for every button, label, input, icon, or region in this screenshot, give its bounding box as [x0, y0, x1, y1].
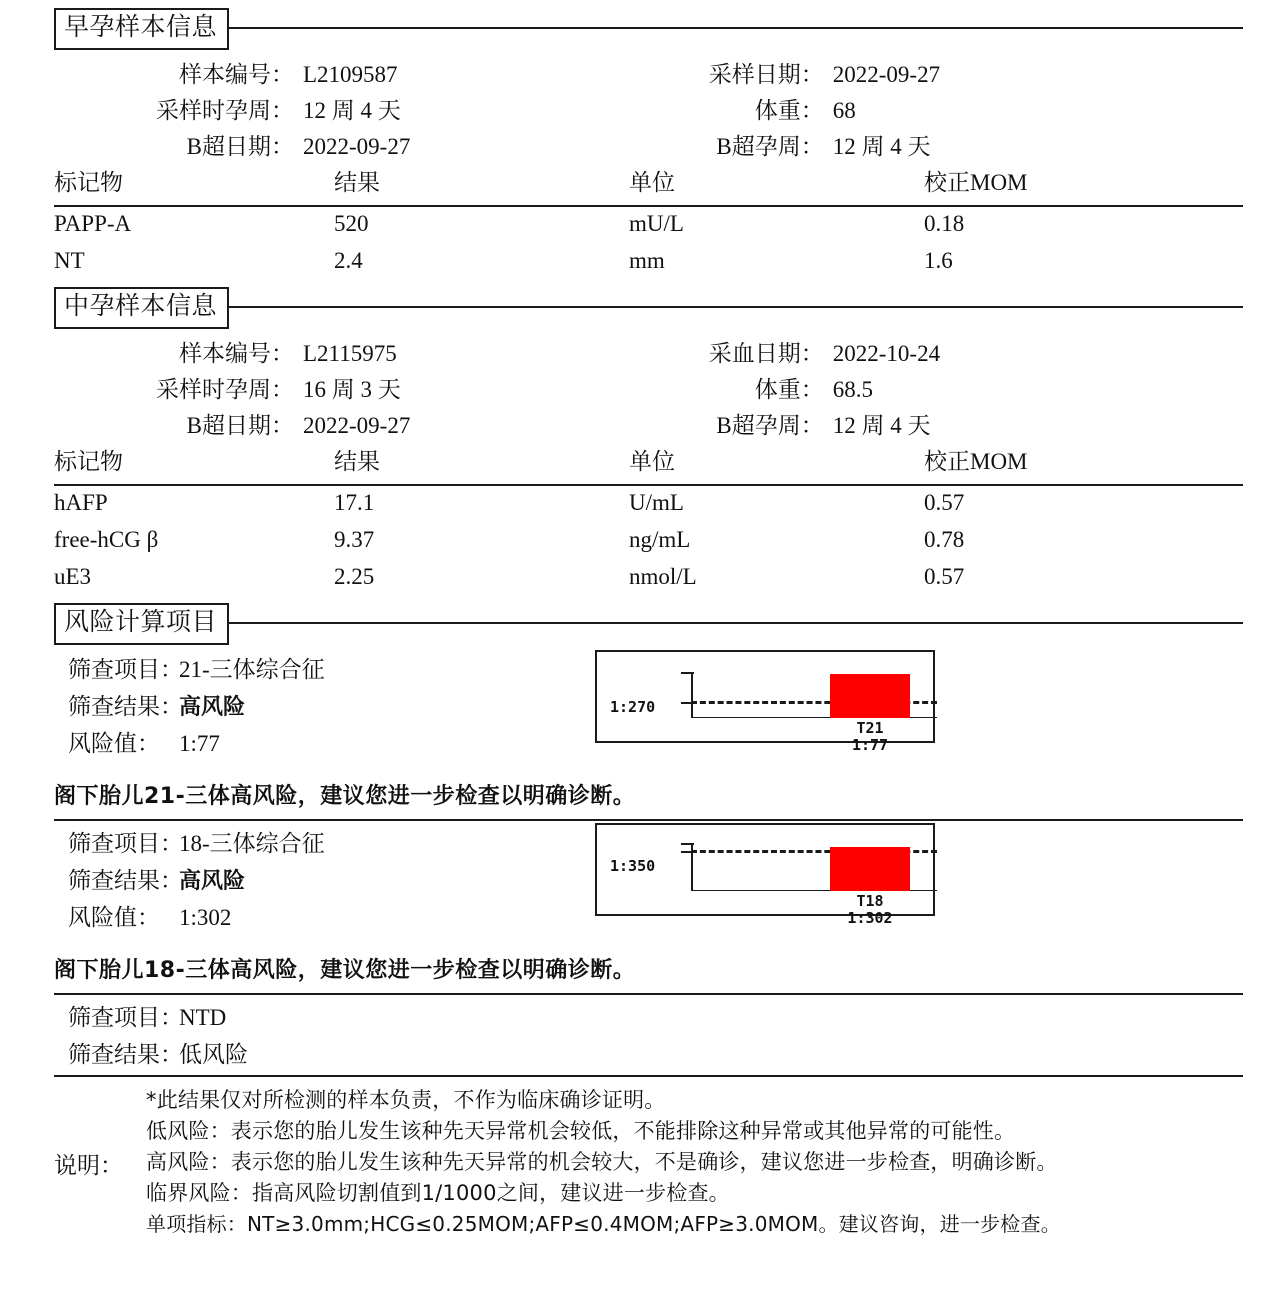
info-cell [639, 371, 1243, 404]
cell-mom: 1.6 [924, 248, 953, 273]
info-cell [639, 335, 1243, 368]
field-value: 12 周 4 天 [832, 413, 931, 438]
cell-unit: mU/L [629, 211, 684, 236]
section-header-risk [54, 603, 1243, 647]
risk-value-item: 21-三体综合征 [179, 657, 325, 682]
cell-result: 17.1 [334, 490, 375, 515]
info-grid-mid [54, 335, 1243, 443]
column-header-unit: 单位 [629, 449, 675, 474]
risk-block-t21 [54, 647, 1243, 775]
section-rule [54, 27, 1243, 29]
cell-marker: free-hCG β [54, 527, 159, 552]
chart-bar-t21 [830, 674, 910, 718]
cell-unit: U/mL [629, 490, 684, 515]
note-line: *此结果仅对所检测的样本负责，不作为临床确诊证明。 [146, 1088, 666, 1112]
info-cell [54, 92, 639, 125]
field-value: 2022-10-24 [832, 341, 941, 366]
chart-bar-label-name: T21 [856, 719, 884, 737]
risk-label-item: 筛查项目： [68, 657, 183, 682]
info-cell [54, 335, 639, 368]
cell-marker: PAPP-A [54, 211, 132, 236]
note-line: 单项指标：NT≥3.0mm;HCG≤0.25MOM;AFP≤0.4MOM;AFP≥3.0MOM。建议咨询，进一步检查。 [146, 1212, 1061, 1236]
notes-label: 说明： [54, 1153, 123, 1178]
risk-label-item: 筛查项目： [68, 1005, 183, 1030]
field-label: 采样日期： [708, 62, 824, 87]
info-row [54, 128, 1243, 164]
field-value: 2022-09-27 [832, 62, 941, 87]
table-row [54, 248, 1243, 285]
risk-label-value: 风险值： [68, 731, 160, 756]
field-label: 体重： [754, 377, 824, 402]
lab-report-page [0, 8, 1277, 1292]
marker-table-mid [54, 443, 1243, 601]
table-row [54, 490, 1243, 527]
cell-result: 520 [334, 211, 369, 236]
risk-label-item: 筛查项目： [68, 831, 183, 856]
risk-line-result [54, 1036, 1243, 1073]
cell-mom: 0.57 [924, 564, 965, 589]
section-title-risk: 风险计算项目 [54, 603, 229, 645]
column-header-marker: 标记物 [54, 170, 123, 195]
field-label: 样本编号： [179, 341, 294, 366]
risk-label-result: 筛查结果： [68, 1042, 183, 1067]
chart-bar-label-value: 1:302 [847, 909, 893, 927]
field-value: 68.5 [832, 377, 873, 402]
info-cell [54, 128, 639, 161]
chart-bar-t18 [830, 847, 910, 891]
cell-result: 2.4 [334, 248, 363, 273]
column-header-unit: 单位 [629, 170, 675, 195]
chart-cutoff-label: 1:350 [610, 857, 656, 875]
chart-bar-label-value: 1:77 [851, 736, 889, 754]
field-value: 16 周 3 天 [303, 377, 401, 402]
info-row [54, 92, 1243, 128]
risk-block-ntd [54, 995, 1243, 1075]
notes-block [54, 1077, 1243, 1240]
table-header-row [54, 443, 1243, 482]
risk-value-item: NTD [179, 1005, 227, 1030]
warning-text-t18: 阁下胎儿18-三体高风险，建议您进一步检查以明确诊断。 [54, 958, 636, 983]
risk-value-ratio: 1:77 [179, 731, 220, 756]
field-value: 2022-09-27 [303, 134, 411, 159]
field-label: 样本编号： [179, 62, 294, 87]
cell-unit: nmol/L [629, 564, 697, 589]
cell-mom: 0.78 [924, 527, 965, 552]
cell-marker: hAFP [54, 490, 108, 515]
field-value: L2115975 [303, 341, 397, 366]
chart-tick-top [681, 843, 694, 845]
risk-label-result: 筛查结果： [68, 868, 183, 893]
risk-text-group [54, 995, 1243, 1073]
cell-unit: mm [629, 248, 665, 273]
field-label: B超日期： [186, 413, 294, 438]
chart-y-axis [691, 672, 693, 718]
field-label: B超孕周： [716, 413, 824, 438]
section-header-early [54, 8, 1243, 52]
chart-cutoff-label: 1:270 [610, 698, 656, 716]
field-label: 采样时孕周： [156, 98, 294, 123]
warning-text-t21: 阁下胎儿21-三体高风险，建议您进一步检查以明确诊断。 [54, 784, 636, 809]
field-value: L2109587 [303, 62, 398, 87]
info-row [54, 407, 1243, 443]
risk-line-item [54, 999, 1243, 1036]
field-label: 体重： [754, 98, 824, 123]
risk-value-item: 18-三体综合征 [179, 831, 325, 856]
note-line: 高风险：表示您的胎儿发生该种先天异常的机会较大，不是确诊，建议您进一步检查，明确诊断。 [146, 1150, 1058, 1174]
table-row [54, 564, 1243, 601]
field-label: 采血日期： [708, 341, 824, 366]
table-row [54, 527, 1243, 564]
info-cell [639, 407, 1243, 440]
info-row [54, 371, 1243, 407]
section-rule [54, 622, 1243, 624]
info-cell [54, 56, 639, 89]
column-header-result: 结果 [334, 449, 380, 474]
column-header-mom: 校正MOM [924, 170, 1028, 195]
risk-value-ratio: 1:302 [179, 905, 232, 930]
marker-table-early [54, 164, 1243, 285]
cell-marker: uE3 [54, 564, 92, 589]
cell-unit: ng/mL [629, 527, 691, 552]
cell-mom: 0.57 [924, 490, 965, 515]
info-row [54, 56, 1243, 92]
risk-label-result: 筛查结果： [68, 694, 183, 719]
cell-result: 9.37 [334, 527, 375, 552]
field-value: 12 周 4 天 [303, 98, 401, 123]
field-value: 12 周 4 天 [832, 134, 931, 159]
chart-tick-top [681, 672, 694, 674]
field-label: 采样时孕周： [156, 377, 294, 402]
field-label: B超孕周： [716, 134, 824, 159]
info-cell [639, 92, 1243, 125]
chart-bar-label-name: T18 [856, 892, 884, 910]
info-cell [54, 371, 639, 404]
column-header-result: 结果 [334, 170, 380, 195]
risk-value-result: 低风险 [179, 1042, 248, 1067]
section-rule [54, 306, 1243, 308]
risk-chart-t18 [595, 823, 935, 927]
risk-label-value: 风险值： [68, 905, 160, 930]
info-cell [639, 56, 1243, 89]
field-label: B超日期： [186, 134, 294, 159]
column-header-mom: 校正MOM [924, 449, 1028, 474]
table-rule [54, 484, 1243, 486]
info-cell [639, 128, 1243, 161]
risk-value-result: 高风险 [179, 869, 246, 894]
section-header-mid [54, 287, 1243, 331]
cell-mom: 0.18 [924, 211, 965, 236]
risk-block-t18 [54, 821, 1243, 949]
risk-chart-t21 [595, 650, 935, 754]
section-title-mid: 中孕样本信息 [54, 287, 229, 329]
section-title-early: 早孕样本信息 [54, 8, 229, 50]
notes-body [146, 1085, 1243, 1240]
info-row [54, 335, 1243, 371]
note-line: 临界风险：指高风险切割值到1/1000之间，建议进一步检查。 [146, 1181, 730, 1205]
table-row [54, 211, 1243, 248]
field-value: 68 [832, 98, 856, 123]
column-header-marker: 标记物 [54, 449, 123, 474]
info-grid-early [54, 56, 1243, 164]
table-header-row [54, 164, 1243, 203]
risk-value-result: 高风险 [179, 695, 246, 720]
cell-result: 2.25 [334, 564, 375, 589]
table-rule [54, 205, 1243, 207]
cell-marker: NT [54, 248, 85, 273]
info-cell [54, 407, 639, 440]
note-line: 低风险：表示您的胎儿发生该种先天异常机会较低，不能排除这种异常或其他异常的可能性。 [146, 1119, 1016, 1143]
field-value: 2022-09-27 [303, 413, 411, 438]
